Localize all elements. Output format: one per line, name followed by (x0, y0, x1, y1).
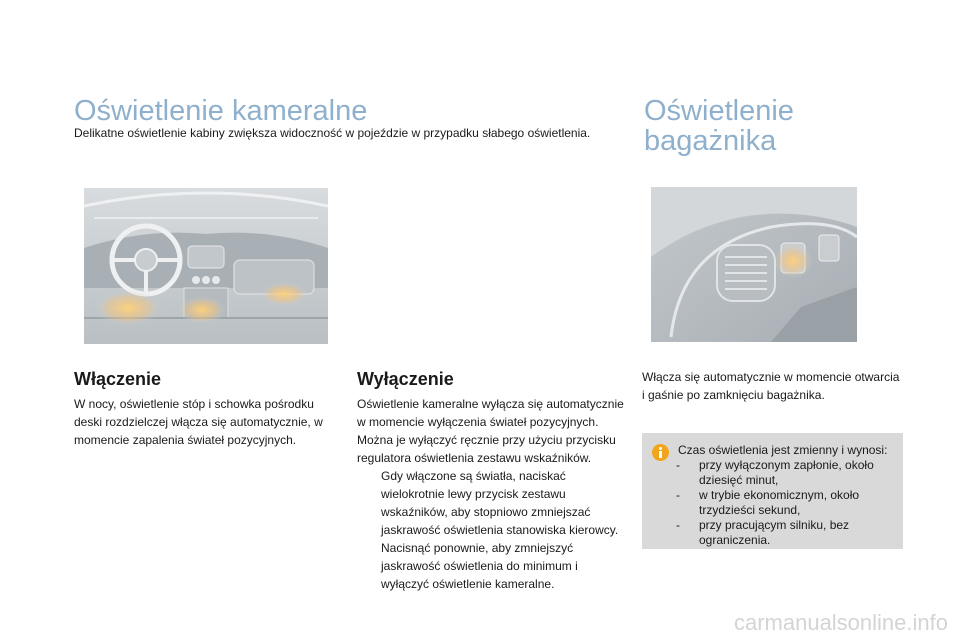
list-item (357, 467, 625, 539)
watermark: carmanualsonline.info (733, 610, 948, 635)
pointer-icon (357, 467, 381, 539)
boot-lighting-illustration (651, 187, 857, 342)
pointer-icon (357, 539, 381, 593)
switch-on-text: W nocy, oświetlenie stóp i schowka pośrodku deski rozdzielczej włącza się automatycznie, w momencie zapalenia świateł pozycyjnych. (74, 397, 323, 447)
info-box (642, 433, 903, 549)
info-list (676, 458, 900, 548)
info-item-3: przy pracującym silniku, bez ograniczenia. (699, 518, 850, 547)
list-item (676, 458, 900, 488)
boot-title-line-2: bagażnika (644, 125, 777, 157)
info-item-2: w trybie ekonomicznym, około trzydzieści sekund, (699, 488, 860, 517)
page-title: Oświetlenie kameralne (74, 95, 368, 127)
switch-off-text-1: Oświetlenie kameralne wyłącza się automatycznie w momencie wyłączenia świateł pozycyjnych. (357, 397, 624, 429)
switch-off-text-2: Można je wyłączyć ręcznie przy użyciu przycisku regulatora oświetlenia zestawu wskaźników. (357, 433, 616, 465)
boot-text: Włącza się automatycznie w momencie otwarcia i gaśnie po zamknięciu bagażnika. (642, 370, 900, 402)
bullet-text-1: Gdy włączone są światła, naciskać wielokrotnie lewy przycisk zestawu wskaźników, aby stopniowo zmniejszać jaskrawość oświetlenia stanowiska kierowcy. (381, 469, 619, 537)
info-intro: Czas oświetlenia jest zmienny i wynosi: (678, 443, 888, 457)
info-item-1: przy wyłączonym zapłonie, około dziesięć minut, (699, 458, 874, 487)
cabin-lighting-illustration (84, 188, 328, 344)
switch-off-section (357, 395, 625, 593)
dashboard-drawing (84, 188, 328, 344)
list-item (676, 488, 900, 518)
dash-mark: - (676, 488, 680, 502)
intro-text: Delikatne oświetlenie kabiny zwiększa widoczność w pojeździe w przypadku słabego oświetlenia. (74, 126, 591, 140)
boot-drawing (651, 187, 857, 342)
info-icon (652, 444, 669, 461)
switch-on-heading: Włączenie (74, 369, 162, 389)
dash-mark: - (676, 518, 680, 532)
boot-title-line-1: Oświetlenie (644, 95, 794, 127)
bullet-text-2: Nacisnąć ponownie, aby zmniejszyć jaskrawość oświetlenia do minimum i wyłączyć oświetlenie kameralne. (381, 541, 578, 591)
boot-lighting-title (644, 96, 904, 156)
dash-mark: - (676, 458, 680, 472)
list-item (676, 518, 900, 548)
switch-off-heading: Wyłączenie (357, 369, 454, 389)
list-item (357, 539, 625, 593)
